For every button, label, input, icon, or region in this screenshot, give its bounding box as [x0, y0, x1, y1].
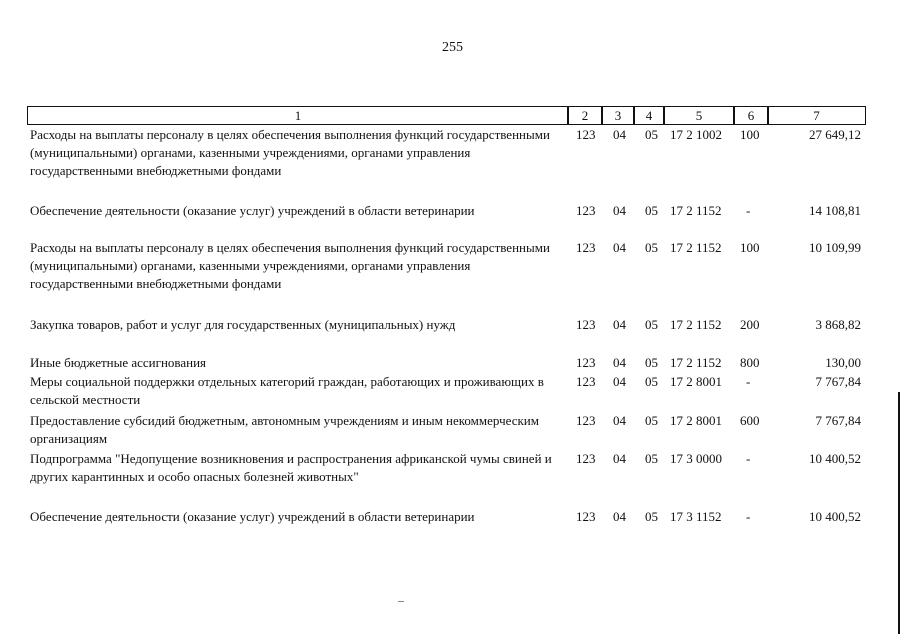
row-amount: 130,00 — [825, 355, 861, 370]
row-code-subsection: 05 — [645, 451, 658, 466]
row-code-subsection: 05 — [645, 317, 658, 332]
header-col-7: 7 — [767, 106, 866, 125]
row-description: Меры социальной поддержки отдельных категорий граждан, работающих и проживающих в сельской местности — [30, 374, 544, 407]
row-code-expense-type: - — [746, 451, 751, 466]
row-code-expense-type: - — [746, 203, 751, 218]
table-header — [27, 106, 866, 125]
row-code-admin: 123 — [576, 509, 596, 524]
row-code-target: 17 2 1002 — [670, 127, 722, 142]
row-description: Иные бюджетные ассигнования — [30, 355, 207, 370]
row-code-section: 04 — [613, 451, 626, 466]
row-code-section: 04 — [613, 203, 626, 218]
row-code-target: 17 2 1152 — [670, 355, 722, 370]
row-code-target: 17 2 8001 — [670, 413, 722, 428]
row-amount: 3 868,82 — [815, 317, 861, 332]
row-description: Расходы на выплаты персоналу в целях обеспечения выполнения функций государственными (муниципальными) органами, казенными учреждениями, органами управления государственными внебюджетными фондами — [30, 127, 550, 178]
row-description: Обеспечение деятельности (оказание услуг) учреждений в области ветеринарии — [30, 203, 475, 218]
row-code-section: 04 — [613, 413, 626, 428]
row-code-target: 17 2 1152 — [670, 317, 722, 332]
row-code-target: 17 2 8001 — [670, 374, 722, 389]
row-code-subsection: 05 — [645, 355, 658, 370]
row-code-section: 04 — [613, 355, 626, 370]
scan-edge-line — [898, 392, 900, 634]
header-col-1: 1 — [27, 106, 569, 125]
row-amount: 10 400,52 — [809, 509, 861, 524]
row-code-target: 17 2 1152 — [670, 240, 722, 255]
row-code-section: 04 — [613, 509, 626, 524]
row-code-admin: 123 — [576, 413, 596, 428]
row-amount: 14 108,81 — [809, 203, 861, 218]
header-col-5: 5 — [663, 106, 735, 125]
row-code-target: 17 2 1152 — [670, 203, 722, 218]
row-amount: 10 400,52 — [809, 451, 861, 466]
row-code-admin: 123 — [576, 451, 596, 466]
row-code-target: 17 3 0000 — [670, 451, 722, 466]
row-description: Предоставление субсидий бюджетным, автономным учреждениям и иным некоммерческим организациям — [30, 413, 539, 446]
row-code-section: 04 — [613, 317, 626, 332]
row-code-subsection: 05 — [645, 127, 658, 142]
row-code-subsection: 05 — [645, 509, 658, 524]
row-description: Расходы на выплаты персоналу в целях обеспечения выполнения функций государственными (муниципальными) органами, казенными учреждениями, органами управления государственными внебюджетными фондами — [30, 240, 550, 291]
row-code-expense-type: 600 — [740, 413, 760, 428]
header-col-2: 2 — [567, 106, 603, 125]
page-number: 255 — [442, 40, 463, 55]
row-code-expense-type: 800 — [740, 355, 760, 370]
row-code-subsection: 05 — [645, 203, 658, 218]
row-code-expense-type: 100 — [740, 240, 760, 255]
row-code-admin: 123 — [576, 355, 596, 370]
row-code-section: 04 — [613, 127, 626, 142]
row-description: Обеспечение деятельности (оказание услуг) учреждений в области ветеринарии — [30, 509, 475, 524]
row-code-section: 04 — [613, 374, 626, 389]
row-description: Закупка товаров, работ и услуг для государственных (муниципальных) нужд — [30, 317, 456, 332]
row-code-admin: 123 — [576, 203, 596, 218]
scan-speck — [398, 601, 404, 602]
header-col-4: 4 — [633, 106, 665, 125]
row-amount: 7 767,84 — [815, 374, 861, 389]
header-col-3: 3 — [601, 106, 635, 125]
row-code-expense-type: - — [746, 374, 751, 389]
row-code-admin: 123 — [576, 374, 596, 389]
row-description: Подпрограмма "Недопущение возникновения и распространения африканской чумы свиней и других карантинных и особо опасных болезней животных" — [30, 451, 552, 484]
row-code-admin: 123 — [576, 240, 596, 255]
row-code-subsection: 05 — [645, 413, 658, 428]
row-amount: 7 767,84 — [815, 413, 861, 428]
row-code-section: 04 — [613, 240, 626, 255]
row-code-target: 17 3 1152 — [670, 509, 722, 524]
header-col-6: 6 — [733, 106, 769, 125]
row-amount: 27 649,12 — [809, 127, 861, 142]
row-amount: 10 109,99 — [809, 240, 861, 255]
row-code-admin: 123 — [576, 127, 596, 142]
row-code-expense-type: 200 — [740, 317, 760, 332]
row-code-admin: 123 — [576, 317, 596, 332]
row-code-expense-type: 100 — [740, 127, 760, 142]
row-code-subsection: 05 — [645, 374, 658, 389]
row-code-expense-type: - — [746, 509, 751, 524]
row-code-subsection: 05 — [645, 240, 658, 255]
